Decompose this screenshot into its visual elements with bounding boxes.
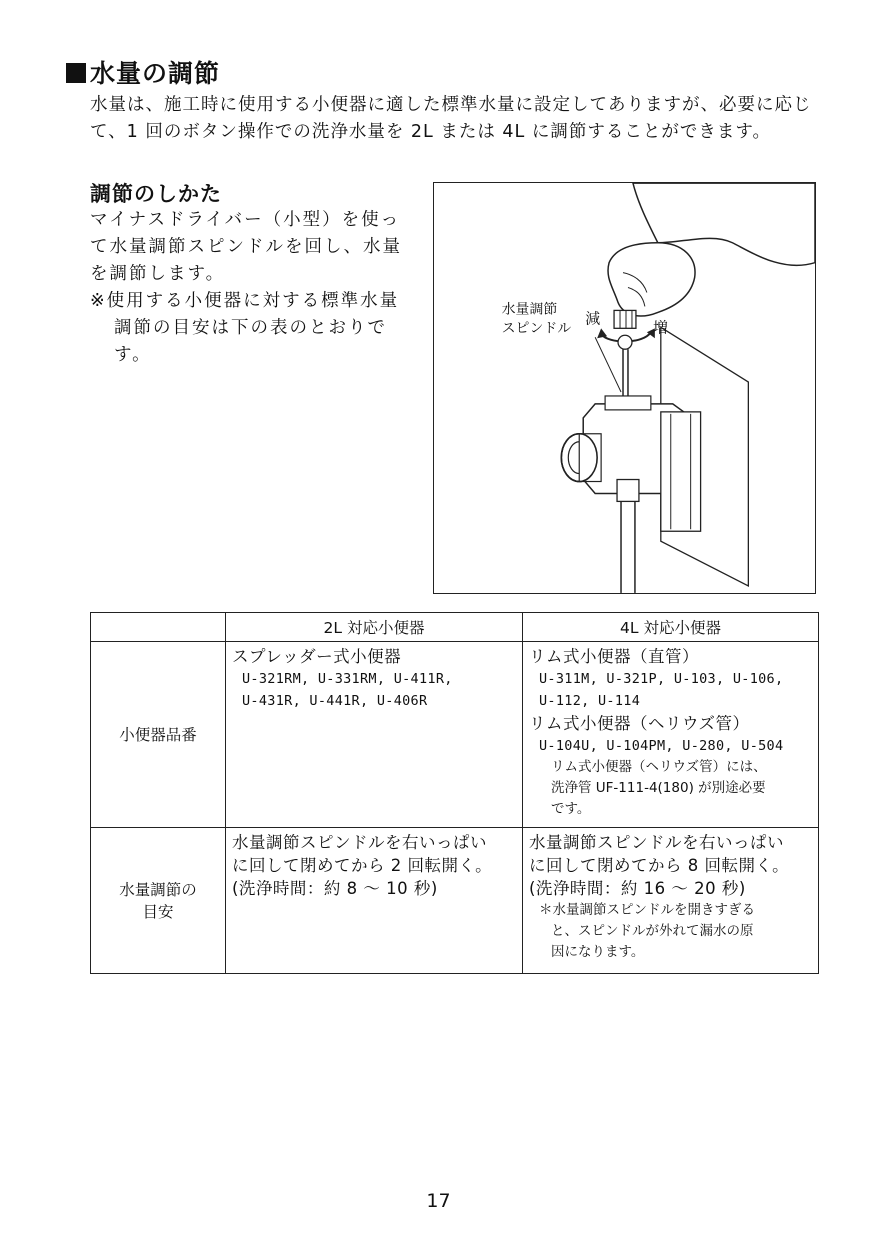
spreader-models-1: U-321RM, U-331RM, U-411R,	[242, 671, 453, 687]
heliuz-note-3: です。	[551, 801, 591, 817]
spindle-label-line2: スピンドル	[501, 320, 572, 337]
spec-table	[90, 612, 819, 974]
row-label-models: 小便器品番	[91, 642, 226, 828]
valve-drawing	[434, 183, 815, 593]
spindle-illustration	[433, 182, 816, 594]
warn-line3: 因になります。	[551, 944, 645, 960]
intro-paragraph: 水量は、施工時に使用する小便器に適した標準水量に設定してありますが、必要に応じて、1 回のボタン操作での洗浄水量を 2L または 4L に調節することができます。	[90, 95, 812, 142]
rim-straight-type: リム式小便器（直管）	[529, 647, 699, 666]
rim-heliuz-models: U-104U, U-104PM, U-280, U-504	[539, 738, 784, 754]
table-header-row	[91, 613, 819, 642]
cell-4l-adjust	[523, 828, 819, 974]
increase-label: 増	[652, 318, 668, 337]
rim-heliuz-type: リム式小便器（ヘリウズ管）	[529, 714, 750, 733]
adjust-2l-line3: (洗浄時間：約 8 ～ 10 秒)	[232, 879, 438, 898]
spindle-label-line1: 水量調節	[501, 301, 558, 318]
warn-line2: と、スピンドルが外れて漏水の原	[551, 923, 754, 939]
adjust-4l-line2: に回して閉めてから 8 回転開く。	[529, 856, 790, 875]
section-title	[66, 54, 220, 90]
square-bullet-icon	[66, 63, 86, 83]
table-row-models	[91, 642, 819, 828]
howto-note: ※使用する小便器に対する標準水量調節の目安は下の表のとおりです。	[90, 291, 400, 365]
adjust-2l-line2: に回して閉めてから 2 回転開く。	[232, 856, 493, 875]
table-row-adjust	[91, 828, 819, 974]
page-number: 17	[426, 1190, 451, 1212]
cell-2l-adjust	[226, 828, 523, 974]
howto-body: マイナスドライバー（小型）を使って水量調節スピンドルを回し、水量を調節します。	[90, 210, 402, 284]
heliuz-note-1: リム式小便器（ヘリウズ管）には、	[551, 759, 767, 775]
cell-4l-models	[523, 642, 819, 828]
header-empty	[91, 613, 226, 642]
row-label-adjust-1: 水量調節の	[119, 880, 197, 899]
rim-straight-models-2: U-112, U-114	[539, 693, 641, 709]
adjust-4l-line3: (洗浄時間：約 16 ～ 20 秒)	[529, 879, 746, 898]
howto-title: 調節のしかた	[90, 182, 222, 206]
spreader-type: スプレッダー式小便器	[232, 647, 402, 666]
spreader-models-2: U-431R, U-441R, U-406R	[242, 693, 428, 709]
row-label-adjust	[91, 828, 226, 974]
cell-2l-models	[226, 642, 523, 828]
header-4l: 4L 対応小便器	[523, 613, 819, 642]
heliuz-note-2: 洗浄管 UF-111-4(180) が別途必要	[551, 780, 766, 796]
warn-line1: ＊水量調節スピンドルを開きすぎる	[539, 902, 755, 918]
rim-straight-models-1: U-311M, U-321P, U-103, U-106,	[539, 671, 784, 687]
decrease-label: 減	[585, 309, 601, 328]
header-2l: 2L 対応小便器	[226, 613, 523, 642]
adjust-2l-line1: 水量調節スピンドルを右いっぱい	[232, 833, 487, 852]
adjust-4l-line1: 水量調節スピンドルを右いっぱい	[529, 833, 784, 852]
section-title-text: 水量の調節	[90, 59, 221, 88]
row-label-adjust-2: 目安	[142, 902, 174, 921]
